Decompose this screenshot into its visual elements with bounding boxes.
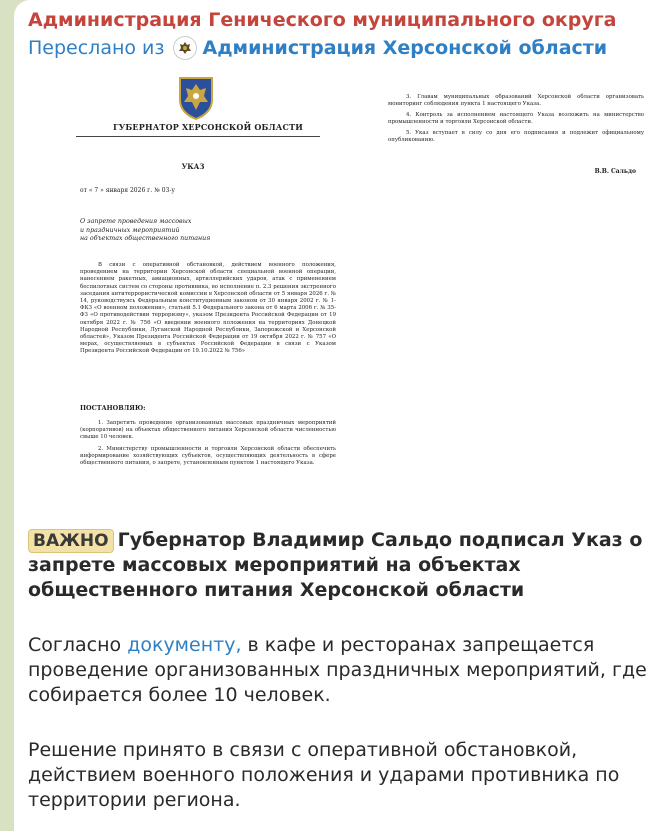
document-item-3: 3. Главам муниципальных образований Херсонской области организовать мониторинг соблюдения пункта 1 настоящего Указа. [388, 94, 644, 108]
p1-text-after-link: в кафе и ресторанах запрещается проведение организованных праздничных мероприятий, где собирается более 10 человек. [28, 634, 647, 706]
message-bubble [14, 0, 671, 831]
document-kind: УКАЗ [181, 162, 205, 171]
coat-of-arms-icon [176, 74, 216, 120]
forwarded-from-line[interactable] [28, 36, 668, 60]
document-date-line: от « 7 » января 2026 г. № 03-у [80, 187, 175, 194]
document-link[interactable]: документу, [127, 634, 242, 656]
forwarded-source[interactable]: Администрация Херсонской области [202, 37, 608, 59]
p1-text-before-link: Согласно [28, 634, 128, 656]
document-signature: В.В. Сальдо [594, 168, 636, 175]
coat-of-arms-icon [173, 36, 197, 60]
document-preamble: В связи с оперативной обстановкой, действием военного положения, проведением на территории Херсонской области специальной военной операции, нанесением ракетных, авиационных, артиллерийских ударов, атак с применением беспилотных систем со стороны противника, во исполнение п. 2.3 решения экстренного заседания антитеррористической комиссии в Херсонской области от 5 января 2026 г. № 14, руководствуясь Федеральным конституционным законом от 30 января 2002 г. № 1-ФКЗ «О военном положении», статьей 5.1 Федерального закона от 6 марта 2006 г. № 35-ФЗ «О противодействии терроризму», указом Президента Российской Федерации от 19 октября 2022 г. № 756 «О введении военного положения на территориях Донецкой Народной Республики, Луганской Народной Республики, Запорожской и Херсонской областей», Указом Президента Российской Федерации от 19 октября 2022 г. № 757 «О мерах, осуществляемых в субъектах Российской Федерации в связи с Указом Президента Российской Федерации от 19.10.2022 № 756» [80, 262, 336, 355]
document-item-1: 1. Запретить проведение организованных массовых праздничных мероприятий (корпоративов) на объектах общественного питания Херсонской области численностью свыше 10 человек. [80, 420, 336, 441]
document-page-2 [376, 68, 656, 268]
message-paragraph-1 [28, 633, 658, 708]
message-title [28, 528, 658, 603]
message-paragraph-2: Решение принято в связи с оперативной обстановкой, действием военного положения и ударами противника по территории региона. [28, 739, 620, 811]
document-item-4: 4. Контроль за исполнением настоящего Указа возложить на министерство промышленности и торговли Херсонской области. [388, 112, 644, 126]
document-resolve-label: ПОСТАНОВЛЯЮ: [80, 404, 146, 412]
document-divider [76, 136, 320, 137]
document-photo[interactable] [28, 68, 668, 498]
important-badge: ВАЖНО [28, 529, 114, 553]
message-title-text: Губернатор Владимир Сальдо подписал Указ о запрете массовых мероприятий на объектах общественного питания Херсонской области [28, 529, 643, 601]
channel-name[interactable]: Администрация Генического муниципального округа [28, 9, 617, 31]
document-subject: О запрете проведения массовых и праздничных мероприятий на объектах общественного питания [80, 218, 211, 242]
forwarded-prefix: Переслано из [28, 37, 165, 59]
document-item-5: 5. Указ вступает в силу со дня его подписания и подлежит официальному опубликованию. [388, 130, 644, 144]
message-header [28, 8, 668, 60]
document-page-1 [68, 68, 348, 498]
document-governor-header: ГУБЕРНАТОР ХЕРСОНСКОЙ ОБЛАСТИ [112, 122, 303, 132]
document-item-2: 2. Министерству промышленности и торговли Херсонской области обеспечить информирование хозяйствующих субъектов, осуществляющих деятельность в сфере общественного питания, о запрете, установленным пунктом 1 настоящего Указа. [80, 446, 336, 467]
